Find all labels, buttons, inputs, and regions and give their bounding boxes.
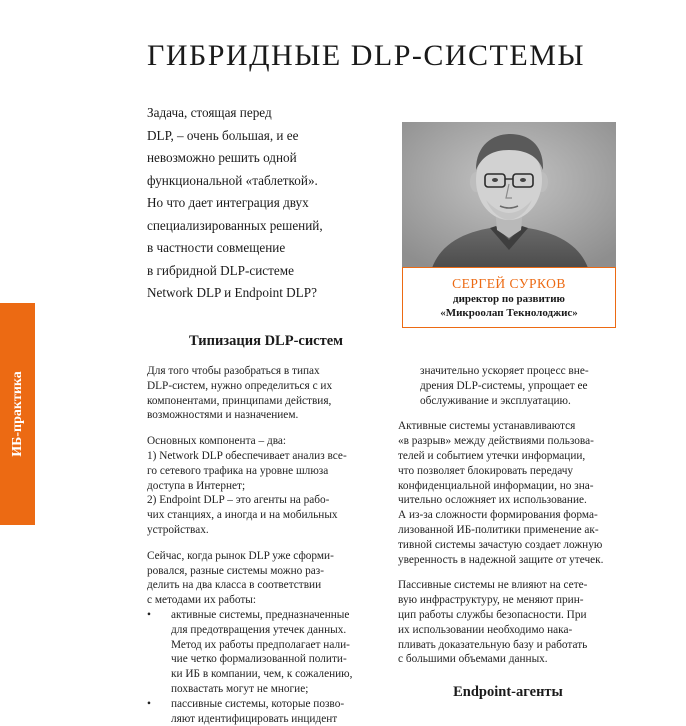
bullet: •	[147, 608, 151, 621]
text-line: Сейчас, когда рынок DLP уже сформи-	[147, 549, 334, 562]
portrait-illustration	[402, 122, 616, 268]
text-line: активные системы, предназначенные	[171, 608, 350, 621]
text-line: цип работы службы безопасности. При	[398, 608, 587, 621]
text-line: конфиденциальной информации, но зна-	[398, 479, 594, 492]
author-company: «Микроолап Текнолоджис»	[440, 307, 578, 319]
lead-line: DLP, – очень большая, и ее	[147, 127, 299, 143]
text-line: телей и событием утечки информации,	[398, 449, 586, 462]
author-name: СЕРГЕЙ СУРКОВ	[452, 276, 566, 291]
text-line: значительно ускоряет процесс вне-	[420, 365, 589, 377]
text-line: обслуживание и эксплуатацию.	[420, 394, 571, 407]
lead-line: Задача, стоящая перед	[147, 105, 272, 120]
text-line: лизованной ИБ-политики применение ак-	[398, 523, 599, 536]
text-line: их использовании необходимо нака-	[398, 623, 573, 636]
text-line: вую инфраструктуру, не меняют прин-	[398, 594, 584, 607]
text-line: Метод их работы предполагает нали-	[171, 638, 350, 651]
lead-line: Network DLP и Endpoint DLP?	[147, 285, 317, 300]
text-line: пассивные системы, которые позво-	[171, 697, 345, 710]
section-side-tab	[0, 303, 35, 525]
lead-paragraph	[147, 102, 377, 305]
text-line: «в разрыв» между действиями пользова-	[398, 435, 594, 448]
text-line: 1) Network DLP обеспечивает анализ все-	[147, 449, 347, 462]
lead-line: в гибридной DLP-системе	[147, 262, 294, 278]
text-line: чие четко формализованной полити-	[171, 653, 347, 666]
text-line: го сетевого трафика на уровне шлюза	[147, 464, 329, 477]
text-line: DLP-систем, нужно определиться с их	[147, 379, 333, 392]
list-item	[147, 697, 397, 712]
lead-line: невозможно решить одной	[147, 150, 297, 165]
author-photo	[402, 122, 616, 268]
body-column-right	[398, 364, 618, 667]
list-item	[147, 608, 397, 623]
body-column-left	[147, 364, 397, 726]
lead-line: функциональной «таблеткой».	[147, 172, 318, 188]
text-line: что позволяет блокировать передачу	[398, 464, 574, 477]
text-line: Основных компонента – два:	[147, 435, 287, 448]
text-line: чих станциях, а иногда и на мобильных	[147, 509, 338, 522]
text-line: ки ИБ в компании, чем, к сожалению,	[171, 668, 353, 681]
text-line: для предотвращения утечек данных.	[171, 623, 347, 636]
bullet: •	[147, 697, 151, 710]
lead-line: Но что дает интеграция двух	[147, 195, 309, 210]
lead-line: в частности совмещение	[147, 240, 286, 255]
text-line: тивной системы зачастую создает ложную	[398, 538, 603, 551]
text-line: доступа в Интернет;	[147, 479, 246, 492]
author-caption	[402, 267, 616, 328]
text-line: дрения DLP-системы, упрощает ее	[420, 379, 588, 392]
text-line: с большими объемами данных.	[398, 653, 548, 666]
text-line: Пассивные системы не влияют на сете-	[398, 579, 588, 592]
text-line: делить на два класса в соответствии	[147, 579, 322, 592]
text-line: ляют идентифицировать инцидент	[171, 712, 338, 725]
text-line: похвастать могут не многие;	[171, 682, 309, 695]
text-line: 2) Endpoint DLP – это агенты на рабо-	[147, 494, 330, 507]
section-heading: Endpoint-агенты	[453, 684, 563, 700]
text-line: уверенность в надежной защите от утечек.	[398, 553, 604, 566]
text-line: с методами их работы:	[147, 594, 256, 607]
article-title: ГИБРИДНЫЕ DLP-СИСТЕМЫ	[147, 39, 586, 72]
lead-line: специализированных решений,	[147, 217, 323, 233]
side-tab-label: ИБ-практика	[10, 371, 25, 457]
section-heading: Типизация DLP-систем	[188, 333, 344, 349]
text-line: Активные системы устанавливаются	[398, 420, 576, 433]
text-line: устройствах.	[147, 523, 209, 536]
author-role: директор по развитию	[453, 293, 565, 305]
text-line: пливать доказательную базу и работать	[398, 638, 588, 651]
text-line: ровался, разные системы можно раз-	[147, 564, 325, 577]
text-line: чительно осложняет их использование.	[398, 494, 587, 507]
text-line: компонентами, принципами действия,	[147, 394, 332, 407]
text-line: возможностями и назначением.	[147, 409, 299, 422]
text-line: А из-за сложности формирования форма-	[398, 509, 598, 522]
text-line: Для того чтобы разобраться в типах	[147, 365, 320, 377]
